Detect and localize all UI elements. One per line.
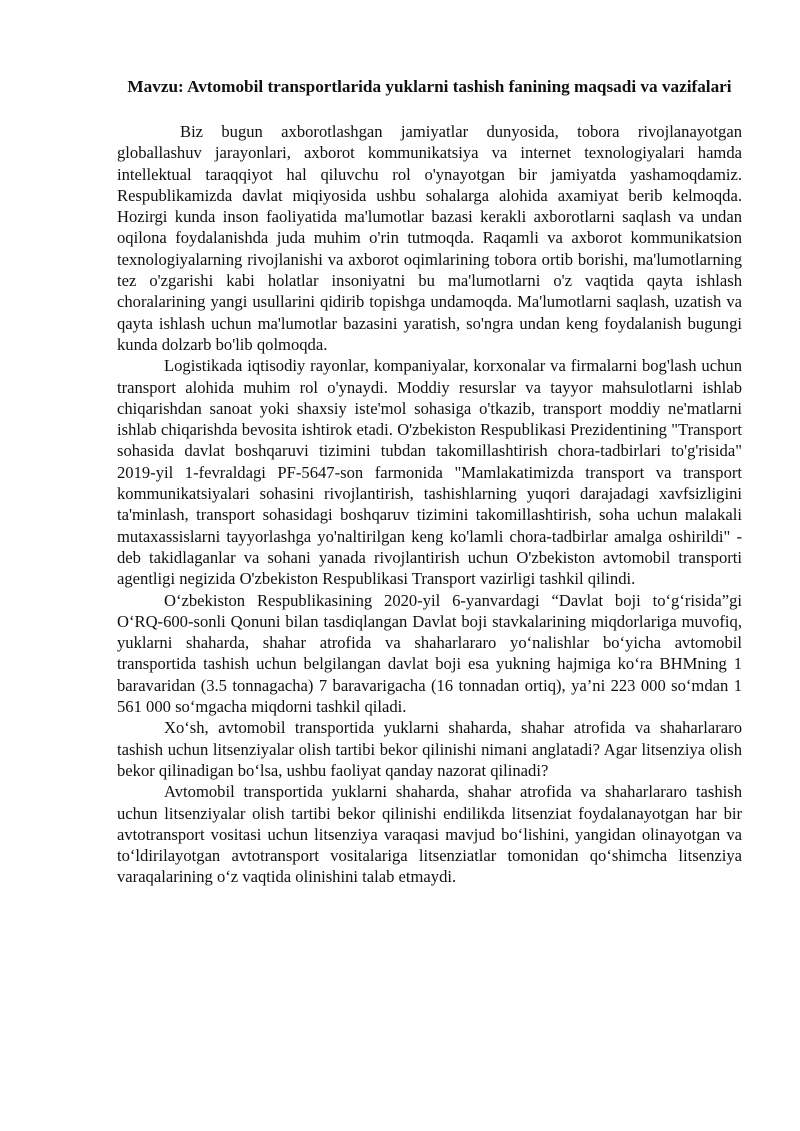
paragraph-question: Xo‘sh, avtomobil transportida yuklarni shaharda, shahar atrofida va shaharlararo tashish uchun litsenziyalar olish tartibi bekor qilinishi nimani anglatadi? Agar litsenziya olish bekor qilinadigan bo‘lsa, ushbu faoliyat qanday nazorat qilinadi?: [117, 718, 742, 780]
document-title: Mavzu: Avtomobil transportlarida yuklarni tashish fanining maqsadi va vazifalari: [127, 77, 732, 96]
paragraph-intro: Biz bugun axborotlashgan jamiyatlar dunyosida, tobora rivojlanayotgan globallashuv jarayonlari, axborot kommunikatsiya va internet texnologiyalari hamda intellektual taraqqiyot hal qiluvchu rol o'ynayotgan bir jamiyatda yashamoqdamiz. Respublikamizda davlat miqiyosida ushbu sohalarga alohida axamiyat berib kelmoqda. Hozirgi kunda inson faoliyatida ma'lumotlar bazasi kerakli axborotlarni saqlash va undan oqilona foydalanishda juda muhim o'rin tutmoqda. Raqamli va axborot kommunikatsion texnologiyalarning rivojlanishi va axborot oqimlarining tobora ortib borishi, ma'lumotlarning tez o'zgarishi kabi holatlar insoniyatni bu ma'lumotlarni o'z vaqtida qayta ishlash choralarining yangi usullarini qidirib topishga undamoqda. Ma'lumotlarni saqlash, uzatish va qayta ishlash uchun ma'lumotlar bazasini yaratish, so'ngra undan keng foydalanish bugungi kunda dolzarb bo'lib qolmoqda.: [117, 122, 742, 354]
paragraph-state-duty: O‘zbekiston Respublikasining 2020-yil 6-yanvardagi “Davlat boji to‘g‘risida”gi O‘RQ-600-sonli Qonuni bilan tasdiqlangan Davlat boji stavkalarining miqdorlariga muvofiq, yuklarni shaharda, shahar atrofida va shaharlararo yo‘nalishlar bo‘yicha avtomobil transportida tashish uchun belgilangan davlat boji esa yukning hajmiga ko‘ra BHMning 1 baravaridan (3.5 tonnagacha) 7 baravarigacha (16 tonnadan ortiq), ya’ni 223 000 so‘mdan 1 561 000 so‘mgacha miqdorni tashkil qiladi.: [117, 590, 742, 717]
document-page: [117, 76, 742, 888]
paragraph-licensing: Avtomobil transportida yuklarni shaharda, shahar atrofida va shaharlararo tashish uchun litsenziyalar olish tartibi bekor qilinishi endilikda litsenziat foydalanayotgan har bir avtotransport vositasi uchun litsenziya varaqasi mavjud bo‘lishini, yangidan olinayotgan va to‘ldirilayotgan avtotransport vositalariga litsenziatlar tomonidan qo‘shimcha litsenziya varaqalarining o‘z vaqtida olinishini talab etmaydi.: [117, 782, 742, 887]
paragraph-logistics: Logistikada iqtisodiy rayonlar, kompaniyalar, korxonalar va firmalarni bog'lash uchun transport alohida muhim rol o'ynaydi. Moddiy resurslar va tayyor mahsulotlarni ishlab chiqarishdan sanoat yoki shaxsiy iste'mol sohasiga o'tkazib, transport moddiy ne'matlarni ishlab chiqarishda bevosita ishtirok etadi. O'zbekiston Respublikasi Prezidentining "Transport sohasida davlat boshqaruvi tizimini tubdan takomillashtirish chora-tadbirlari to'g'risida" 2019-yil 1-fevraldagi PF-5647-son farmonida "Mamlakatimizda transport va transport kommunikatsiyalari sohasini rivojlantirish, tashishlarning yuqori darajadagi xavfsizligini ta'minlash, transport sohasidagi boshqaruv tizimini takomillashtirish, soha uchun malakali mutaxassislarni tayyorlashga yo'naltirilgan keng ko'lamli chora-tadbirlar amalga oshirildi" - deb takidlaganlar va sohani yanada rivojlantirish uchun O'zbekiston avtomobil transporti agentligi negizida O'zbekiston Respublikasi Transport vazirligi tashkil qilindi.: [117, 356, 742, 589]
